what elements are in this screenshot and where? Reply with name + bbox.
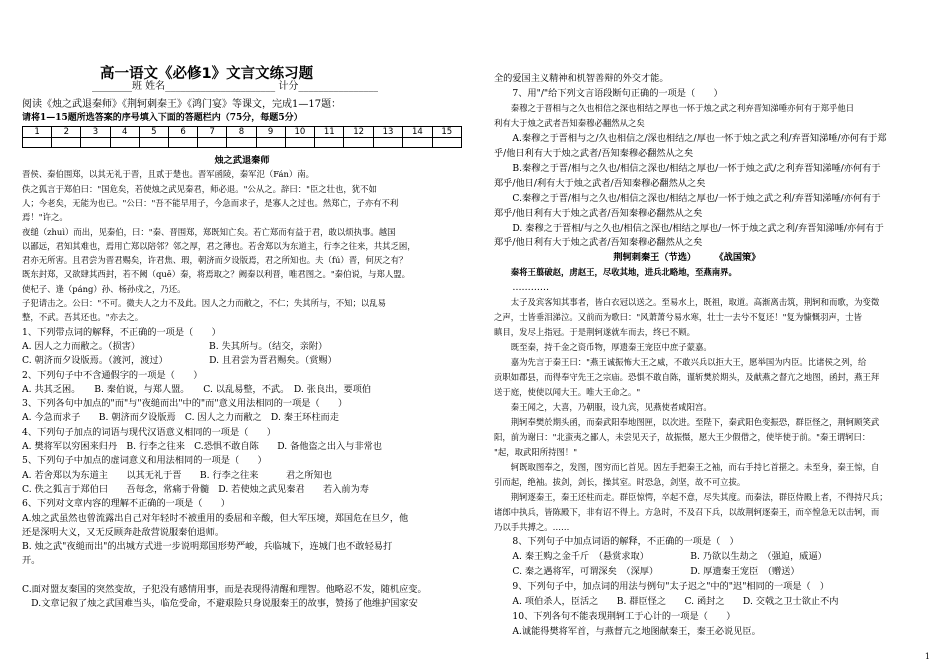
text-line: B. 烛之武"夜缒而出"的出城方式进一步说明郑国形势严峻，兵临城下，连城门也不敢轻易打 — [22, 541, 393, 553]
answer-number-cell: 7 — [198, 127, 227, 138]
text-line: 送于庭，使使以闻大王。唯大王命之。" — [494, 386, 641, 397]
answer-box[interactable] — [403, 138, 432, 148]
text-line: "起，取武阳所持图！" — [494, 446, 578, 457]
text-line: 晋侯、秦伯围郑，以其无礼于晋，且贰于楚也。晋军函陵，秦军氾（Fán）南。 — [22, 169, 315, 180]
answer-box[interactable] — [139, 138, 168, 148]
answer-number-cell: 6 — [168, 127, 197, 138]
text-line: 人；今老矣，无能为也已。"公曰："吾不能早用子，今急而求子，是寡人之过也。然郑亡，子亦有不利 — [22, 197, 399, 208]
answer-box[interactable] — [285, 138, 314, 148]
text-line: 秦王闻之，大喜，乃朝服，设九宾，见燕使者咸阳宫。 — [494, 401, 712, 412]
text-line: 5、下列句子中加点的虚词意义和用法相同的一项是（ ） — [22, 455, 267, 467]
text-line: 夜缒（zhuì）而出，见秦伯，曰："秦、晋围郑，郑既知亡矣。若亡郑而有益于君，敢以烦执事。越国 — [22, 226, 396, 237]
answer-box[interactable] — [198, 138, 227, 148]
text-line: C. 朝济而夕设版焉。（渡河，渡过） D. 且君尝为晋君赐矣。（赏赐） — [22, 355, 337, 367]
answer-box[interactable] — [52, 138, 81, 148]
text-line: 利有大于烛之武者吾知秦穆必翻然从之矣 — [494, 117, 645, 128]
text-line: 8、下列句子中加点词语的解释，不正确的一项是（ ） — [494, 536, 739, 548]
text-line: 4、下列句子加点的词语与现代汉语意义相同的一项是（ ） — [22, 426, 276, 438]
answer-table — [22, 126, 462, 148]
text-line: 6、下列对文章内容的理解不正确的一项是（ ） — [22, 498, 230, 510]
answer-number-cell: 8 — [227, 127, 256, 138]
answer-box[interactable] — [256, 138, 285, 148]
answer-box[interactable] — [23, 138, 52, 148]
text-line: A. 秦王购之金千斤 （悬赏求取） B. 乃欲以生劫之 （强迫，威逼） — [494, 551, 827, 563]
text-line: 佚之狐言于郑伯曰："国危矣，若使烛之武见秦君，师必退。"公从之。辞曰："臣之壮也，犹不如 — [22, 183, 377, 194]
text-line: ………… — [494, 282, 550, 294]
answer-number-cell: 11 — [315, 127, 344, 138]
text-line: 乎/他日利有大于烛之武者/吾知秦穆必翻然从之矣 — [494, 147, 694, 159]
answer-box[interactable] — [227, 138, 256, 148]
instruction: 阅读《烛之武退秦师》《荆轲刺秦王》《鸿门宴》等课文，完成1—17题： — [22, 99, 342, 110]
text-line: 荆轲刺秦王（节选） 《战国策》 — [494, 252, 761, 264]
text-line: 郑乎/他日/利有大于烛之武者/吾知秦穆必翻然从之矣 — [494, 177, 706, 189]
text-line: 全的爱国主义精神和机智善辩的外交才能。 — [494, 73, 669, 84]
answer-box[interactable] — [432, 138, 461, 148]
text-line: A. 樊将军以穷困来归丹 B. 行李之往来 C.恐惧不敢自陈 D. 备他盗之出入与非常也 — [22, 441, 382, 452]
text-line: D.文章记叙了烛之武国难当头，临危受命，不避艰险只身说服秦王的故事，赞扬了他维护国家安 — [22, 598, 418, 610]
answer-box[interactable] — [110, 138, 139, 148]
page-title: 高一语文《必修1》文言文练习题 — [100, 66, 314, 82]
page-number: 1 — [924, 652, 930, 661]
text-line: C. 秦之遇将军，可谓深矣 （深厚） D. 厚遗秦王宠臣 （赠送） — [494, 566, 800, 578]
answer-number-cell: 9 — [256, 127, 285, 138]
text-line: A. 若舍郑以为东道主 以其无礼于晋 B. 行李之往来 君之所知也 — [22, 469, 332, 481]
text-line: A.诚能得樊将军首，与燕督亢之地图献秦王，秦王必说见臣。 — [494, 626, 761, 638]
text-line: 既至秦，持千金之资币物，厚遗秦王宠臣中庶子蒙嘉。 — [494, 342, 712, 353]
text-line: 整，不武。吾其还也。"亦去之。 — [22, 312, 144, 323]
text-line: 10、下列各句不能表现荆轲工于心计的一项是（ ） — [494, 611, 736, 623]
answer-number-cell: 14 — [403, 127, 432, 138]
text-line: C.面对盟友秦国的突然变故，子犯没有感情用事，而是表现得清醒和理智。他略忍不发，随机应变。 — [22, 584, 427, 595]
text-line: 太子及宾客知其事者，皆白衣冠以送之。至易水上，既祖，取道。高渐离击筑，荆轲和而歌，为变徵 — [494, 297, 880, 308]
text-line: 以鄙远，君知其难也，焉用亡郑以陪邻？邻之厚，君之薄也。若舍郑以为东道主，行李之往来，共其乏困， — [22, 240, 416, 251]
answer-number-cell: 3 — [81, 127, 110, 138]
text-line: 乃以手共搏之。…… — [494, 521, 570, 532]
answer-box[interactable] — [315, 138, 344, 148]
text-line: A. 今急而求子 B. 朝济而夕设版焉 C. 因人之力而敝之 D. 秦王环柱而走 — [22, 412, 339, 424]
text-line: 瞋目，发尽上指冠。于是荆轲遂就车而去，终已不顾。 — [494, 327, 695, 338]
answer-box[interactable] — [168, 138, 197, 148]
answer-number-cell: 5 — [139, 127, 168, 138]
answer-number-cell: 13 — [373, 127, 402, 138]
text-line: 贡职如郡县，而得奉守先王之宗庙。恐惧不敢自陈，谨斩樊於期头，及献燕之督亢之地图，函封，燕王拜 — [494, 372, 880, 382]
text-line: 使杞子、逢（páng）孙、杨孙戍之，乃还。 — [22, 283, 186, 294]
text-line: 焉！"许之。 — [22, 212, 68, 223]
info-line: ________班 姓名______________________ 计分________________ — [92, 81, 379, 92]
answer-number-cell: 15 — [432, 127, 461, 138]
answer-number-cell: 12 — [344, 127, 373, 138]
text-line: 烛之武退秦师 — [214, 155, 270, 166]
text-line: 既东封郑，又欲肆其西封，若不阙（quē）秦，将焉取之？阙秦以利晋，唯君图之。"秦伯说，与郑人盟。 — [22, 269, 411, 280]
text-line: 2、下列句子中不含通假字的一项是（ ） — [22, 369, 203, 381]
text-line: 9、下列句子中，加点词的用法与例句"太子迟之"中的"迟"相同的一项是（ ） — [494, 581, 830, 593]
text-line: 荆轲奉樊於期头函，而秦武阳奉地图匣，以次进。至陛下，秦武阳色变振恐，群臣怪之，荆轲顾笑武 — [494, 416, 880, 427]
answer-box[interactable] — [344, 138, 373, 148]
text-line: 引而起，绝袖。拔剑，剑长，操其室。时恐急，剑坚，故不可立拔。 — [494, 476, 746, 487]
text-line: 子犯请击之。公曰："不可。微夫人之力不及此。因人之力而敝之，不仁；失其所与，不知；以乱易 — [22, 298, 386, 308]
answer-box[interactable] — [81, 138, 110, 148]
text-line: A.烛之武虽然也曾流露出自己对年轻时不被重用的委屈和辛酸，但大军压境，郑国危在旦夕，他 — [22, 512, 409, 524]
text-line: 阳，前为谢曰："北蛮夷之鄙人，未尝见天子，故振慑，愿大王少假借之，使毕使于前。"秦王谓轲曰： — [494, 431, 871, 442]
answer-box[interactable] — [373, 138, 402, 148]
text-line: 之声，士皆垂泪涕泣。又前而为歌曰："风萧萧兮易水寒，壮士一去兮不复还！"复为慷慨羽声，士皆 — [494, 312, 862, 323]
answer-number-cell: 4 — [110, 127, 139, 138]
text-line: 还是深明大义，又无反顾奔赴敌营说服秦伯退师。 — [22, 526, 225, 538]
text-line: B.秦穆之于晋/相与之久也/相信之深也/相结之厚也/一怀于烛之武/之利弃晋知涕唾/亦何有于 — [494, 162, 881, 174]
text-line: C. 佚之狐言于郑伯曰 吾每念，常痛于骨髓 D. 若使烛之武见秦君 若入前为寿 — [22, 483, 369, 495]
text-line: A. 共其乏困。 B. 秦伯说，与郑人盟。 C. 以乱易整，不武。 D. 张良出，要项伯 — [22, 383, 372, 395]
text-line: 轲既取图奉之，发图，图穷而匕首见。因左手把秦王之袖，而右手持匕首揕之。未至身，秦王惊，自 — [494, 461, 880, 472]
text-line: 1、下列带点词的解释，不正确的一项是（ ） — [22, 326, 221, 338]
text-line: 荆轲逐秦王，秦王还柱而走。群臣惊愕，卒起不意，尽失其度。而秦法，群臣侍殿上者，不得持尺兵； — [494, 491, 888, 502]
text-line: 郑乎/他日利有大于烛之武者/吾知秦穆必翻然从之矣 — [494, 237, 703, 249]
text-line: 嘉为先言于秦王曰："燕王诚振怖大王之威，不敢兴兵以拒大王，愿举国为内臣。比诸侯之列，给 — [494, 357, 867, 368]
text-line: A. 因人之力而敝之。（损害） B. 失其所与。（结交，亲附） — [22, 340, 328, 352]
text-line: 君亦无所害。且君尝为晋君赐矣，许君焦、瑕，朝济而夕设版焉，君之所知也。夫（fú）晋，何厌之有？ — [22, 255, 408, 266]
text-line: 秦将王翦破赵，虏赵王，尽收其地，进兵北略地，至燕南界。 — [494, 267, 737, 278]
text-line: 开。 — [22, 555, 41, 567]
text-line: 7、用"/"给下列文言语段断句正确的一项是（ ） — [494, 87, 723, 99]
text-line: A.秦穆之于晋相与之/久也相信之/深也相结之/厚也一怀于烛之武之利/弃晋知涕唾/亦何有于郑 — [494, 132, 887, 144]
answer-instruction: 请将1—15题所选答案的序号填入下面的答题栏内（75分，每题5分） — [22, 113, 303, 123]
text-line: A. 项伯杀人，臣活之 B. 群臣怪之 C. 函封之 D. 交戟之卫士欲止不内 — [494, 596, 839, 608]
answer-number-cell: 10 — [285, 127, 314, 138]
text-line: 诸郎中执兵，皆陈殿下，非有诏不得上。方急时，不及召下兵，以故荆轲逐秦王，而卒惶急无以击轲，而 — [494, 506, 880, 517]
text-line: 郑乎/他日利有大于烛之武者/吾知秦穆必翻然从之矣 — [494, 207, 703, 219]
text-line: C.秦穆之于晋/相与之久也/相信之深也/相结之厚也/一怀于烛之武之利/弃晋知涕唾/亦何有于 — [494, 192, 881, 204]
text-line: 3、下列各句中加点的"而"与"夜缒而出"中的"而"意义用法相同的一项是（ ） — [22, 398, 348, 410]
answer-number-cell: 1 — [23, 127, 52, 138]
answer-number-cell: 2 — [52, 127, 81, 138]
text-line: D. 秦穆之于晋相/与之久也/相信之深也/相结之厚也/一怀于烛之武之利/弃晋知涕唾/亦何有于 — [494, 222, 884, 234]
text-line: 秦穆之于晋相与之久也相信之深也相结之厚也一怀于烛之武之利弃晋知涕唾亦何有于郑乎他日 — [494, 102, 855, 113]
